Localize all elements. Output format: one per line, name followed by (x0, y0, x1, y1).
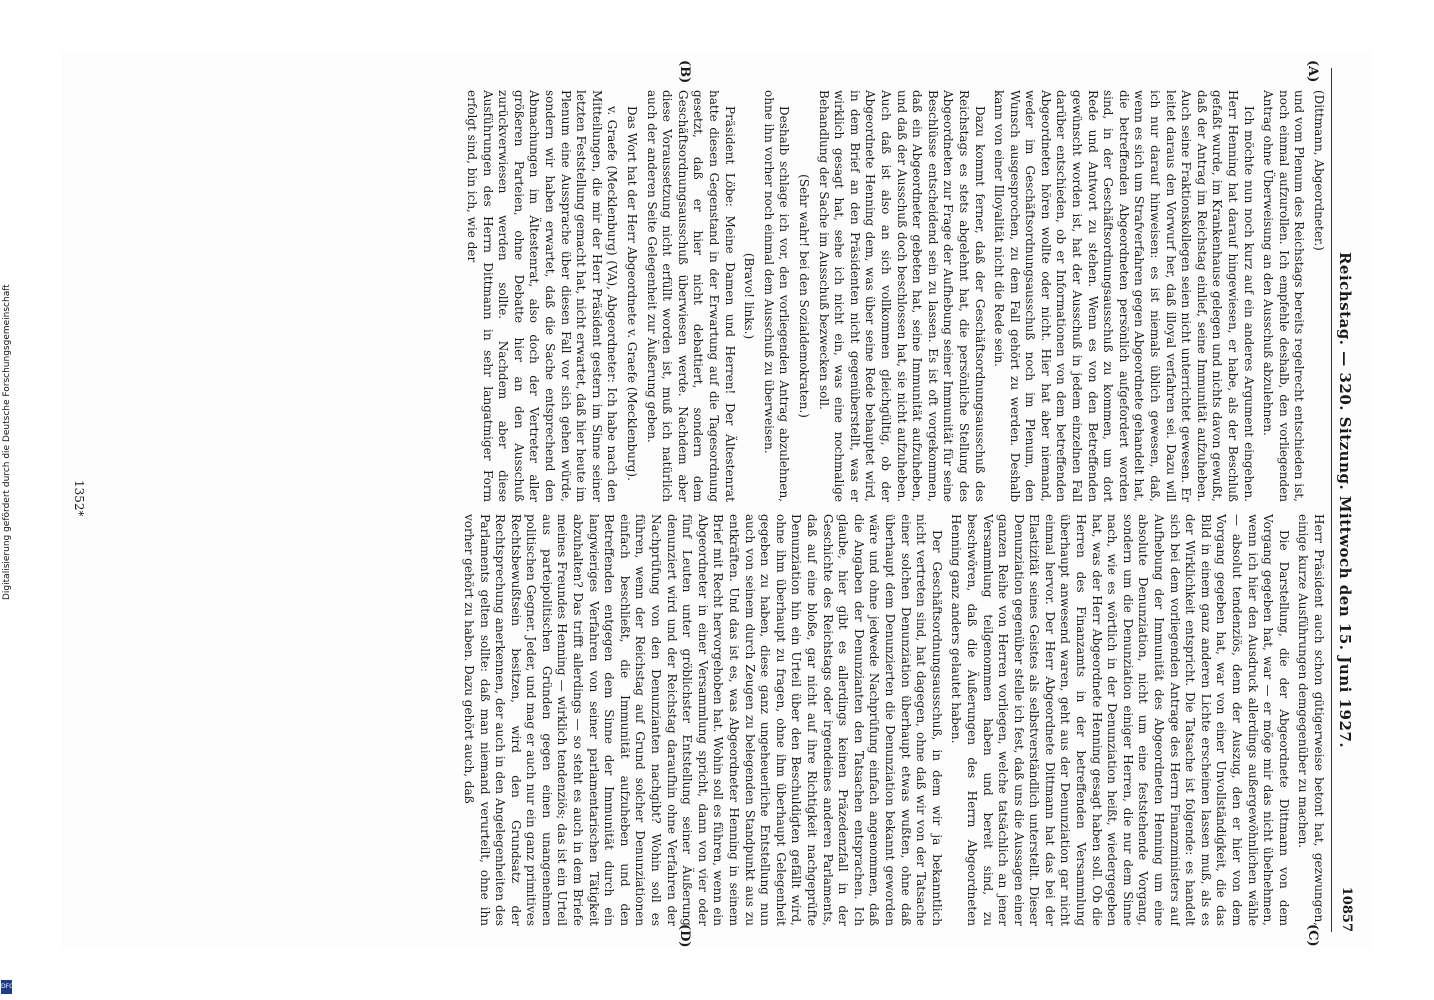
folio-mark: 1352* (72, 480, 86, 517)
paragraph: Dazu kommt ferner, daß der Geschäftsordnungsausschuß des Reichstags es stets abgelehnt hat, die persönliche Stellung des Abgeordneten zur Frage der Aufhebung seiner Immunität für seine Beschlüsse entscheidend sein zu lassen. Es ist oft vorgekommen, daß ein Abgeordneter gebeten hat, seine Immunität aufzuheben, und daß der Ausschuß doch beschlossen hat, sie nicht aufzuheben. Auch daß ist also an sich vollkommen gleichgültig, ob der Abgeordnete Henning dem, was über seine Rede behauptet wird, in dem Brief an den Präsidenten nicht gegenüberstellt, was er wirklich gesagt hat, sehe ich nicht ein, was eine nochmalige Behandlung der Sache im Ausschuß bezwecken soll. (816, 90, 987, 502)
rotated-page (62, 50, 1372, 950)
paragraph: Präsident Löbe: Meine Damen und Herren! Der Ältestenrat hatte diesen Gegenstand in der Erwartung auf die Tagesordnung gesetzt, daß er hier nicht debattiert, sondern dem Geschäftsordnungsausschuß überwiesen werde. Nachdem aber diese Voraussetzung nicht erfüllt worden ist, muß ich natürlich auch der anderen Seite Gelegenheit zur Äußerung geben. (644, 90, 737, 502)
page-header (1331, 68, 1358, 932)
interjection: (Bravo! links.) (742, 252, 757, 340)
paragraph: Der Geschäftsordnungsausschuß, in dem wir ja bekanntlich nicht vertreten sind, hat dagegen, ohne daß wir von der Tatsache einer solchen Denunziation überhaupt etwas wußten, ohne daß überhaupt dem Denunzierten die Denunziation bekannt geworden wäre und ohne jedwede Nachprüfung einfach angenommen, daß die Angaben der Denunzianten den Tatsachen entsprachen. Ich glaube, hier gibt es allerdings keinen Präzedenzfall in der Geschichte des Reichstags oder irgendeines anderen Parlaments, daß auf eine bloße, gar nicht auf ihre Richtigkeit nachgeprüfte Denunziation hin ein Urteil über den Beschuldigten gefällt wird, ohne ihm überhaupt zu fragen, ohne ihm überhaupt Gelegenheit gegeben zu haben, diese ganz ungeheuerliche Entstellung nun auch von seinem durch Zeugen zu belegenden Standpunkt aus zu entkräften. Und das ist es, was Abgeordneter Henning in seinem Brief mit Recht hervorgehoben hat. Wohin soll es führen, wenn ein Abgeordneter in einer Versammlung spricht, dann von vier oder fünf Leuten unter gröblichster Entstellung seiner Äußerung denunziert wird und der Reichstag daraufhin ohne Verfahren der Nachprüfung von den Denunzianten nachgibt? Wohin soll es führen, wenn der Reichstag auf Grund solcher Denunziationen einfach beschließt, die Immunität aufzuheben und den Betreffenden entgegen dem Sinne der Immunität durch ein langwieriges Verfahren von seiner parlamentarischen Tätigkeit abzuhalten? Das trifft allerdings — so steht es auch in dem Briefe meines Freundes Henning — wirklich tendenziös; das ist ein Urteil aus parteipolitischen Gründen gegen einen unangenehmen politischen Gegner. Jeder, und mag er auch nur ein ganz primitives Rechtsbewußtsein besitzen, wird den Grundsatz der Rechtsprechung anerkennen, der auch in den Angelegenheiten des Parlaments gelten sollte: daß man niemand verurteilt, ohne ihn vorher gehört zu haben. Dazu gehört auch, daß (461, 514, 944, 926)
paragraph: Die Darstellung, die der Abgeordnete Dittmann von dem Vorgang gegeben hat, war — er möge mir das nicht übelnehmen, wenn ich hier den Ausdruck allerdings außergewöhnlichen wähle — absolut tendenziös, denn der Auszug, den er hier von dem Vorgang gegeben hat, war von einer Unvollständigkeit, die das Bild in einem ganz anderen Lichte erscheinen lassen muß, als es der Wirklichkeit entspricht. Die Tatsache ist folgende: es handelt sich bei dem vorliegenden Antrage des Herrn Finanzministers auf Aufhebung der Immunität des Abgeordneten Henning um eine absolute Denunziation, nicht um eine feststehende Vorgang, sondern um die Denunziation einiger Herren, die nur dem Sinne nach, wie es wörtlich in der Denunziation heißt, wiedergegeben hat, was der Herr Abgeordnete Henning gesagt haben soll. Ob die Herren des Finanzamts in der betreffenden Versammlung überhaupt anwesend waren, geht aus der Denunziation gar nicht einmal hervor. Der Herr Abgeordnete Dittmann hat das bei der Elastizität seines Geistes als selbstverständlich unterstellt. Dieser Denunziation gegenüber stelle ich fest, daß uns die Aussagen einer ganzen Reihe von Herren vorliegen, welche tatsächlich an jener Versammlung teilgenommen haben und bereit sind, zu beschwören, daß die Äußerungen des Herrn Abgeordneten Henning ganz anders gelautet haben. (949, 514, 1291, 926)
margin-marker-d: (D) (677, 924, 692, 948)
digitization-credit: Digitalisierung gefördert durch die Deutsche Forschungsgemeinschaft (2, 284, 12, 600)
paragraph: und vom Plenum des Reichstags bereits regelrecht entschieden ist, noch einmal aufzurollen. Ich empfehle deshalb, den vorliegenden Antrag ohne Überweisung an den Ausschuß abzulehnen. (1261, 90, 1307, 502)
margin-marker-a: (A) (1305, 60, 1320, 83)
dfg-logo: DFG (1, 980, 12, 994)
left-column (76, 90, 1326, 502)
right-column (76, 514, 1326, 926)
page-number: 10857 (1339, 886, 1354, 932)
interjection: (Sehr wahr! bei den Sozialdemokraten.) (797, 174, 811, 418)
paragraph: Deshalb schlage ich vor, den vorliegenden Antrag abzulehnen, ohne ihn vorher noch einmal dem Ausschuß zu überweisen. (761, 90, 792, 502)
margin-marker-c: (C) (1305, 924, 1320, 947)
margin-marker-b: (B) (677, 60, 692, 84)
header-title: Reichstag. — 320. Sitzung. Mittwoch den 15. Juni 1927. (1336, 251, 1354, 749)
paragraph: v. Graefe (Mecklenburg) (VA), Abgeordneter: Ich habe nach den Mitteilungen, die mir der Herr Präsident gestern im Sinne seiner letzten Feststellung gemacht hat, nicht erwartet, daß hier heute im Plenum eine Aussprache über diesen Fall vor sich gehen würde, sondern wir haben erwartet, daß die Sache entsprechend den Abmachungen im Ältestenrat, also doch der Vertreter aller größeren Parteien, ohne Debatte hier an den Ausschuß zurückverwiesen werden sollte. Nachdem aber diese Ausführungen des Herrn Dittmann in sehr langatmiger Form erfolgt sind, bin ich, wie der (465, 90, 620, 502)
paragraph: Herr Präsident auch schon gütigerweise betont hat, gezwungen, einige kurze Ausführungen demgegenüber zu machen. (1296, 514, 1326, 926)
paragraph: Das Wort hat der Herr Abgeordnete v. Graefe (Mecklenburg). (625, 106, 640, 481)
speaker-intro: (Dittmann, Abgeordneter.) (1312, 90, 1326, 251)
paragraph: Ich möchte nun noch kurz auf ein anderes Argument eingehen. Herr Henning hat darauf hingewiesen, er habe, als der Beschluß gefaßt wurde, im Krankenhause gelegen und nichts davon gewußt, daß der Antrag im Reichstag einlief, seine Immunität aufzuheben. Auch seine Fraktionskollegen seien nicht unterrichtet gewesen. Er leitet daraus den Vorwurf her, daß illoyal verfahren sei. Dazu will ich nur darauf hinweisen: es ist niemals üblich gewesen, daß, wenn es sich um Strafverfahren gegen Abgeordnete gehandelt hat, die betreffenden Abgeordneten persönlich aufgefordert worden sind, in der Geschäftsordnungsausschuß zu kommen, um dort Rede und Antwort zu stehen. Wenn es von den Betreffenden gewünscht worden ist, hat der Ausschuß in jedem einzelnen Fall darüber entschieden, ob er Informationen von dem betreffenden Abgeordneten hören wollte oder nicht. Hier hat aber niemand, weder im Geschäftsordnungsausschuß noch im Plenum, den Wunsch ausgesprochen, zu dem Fall gehört zu werden. Deshalb kann von einer Illoyalität nicht die Rede sein. (992, 90, 1256, 502)
